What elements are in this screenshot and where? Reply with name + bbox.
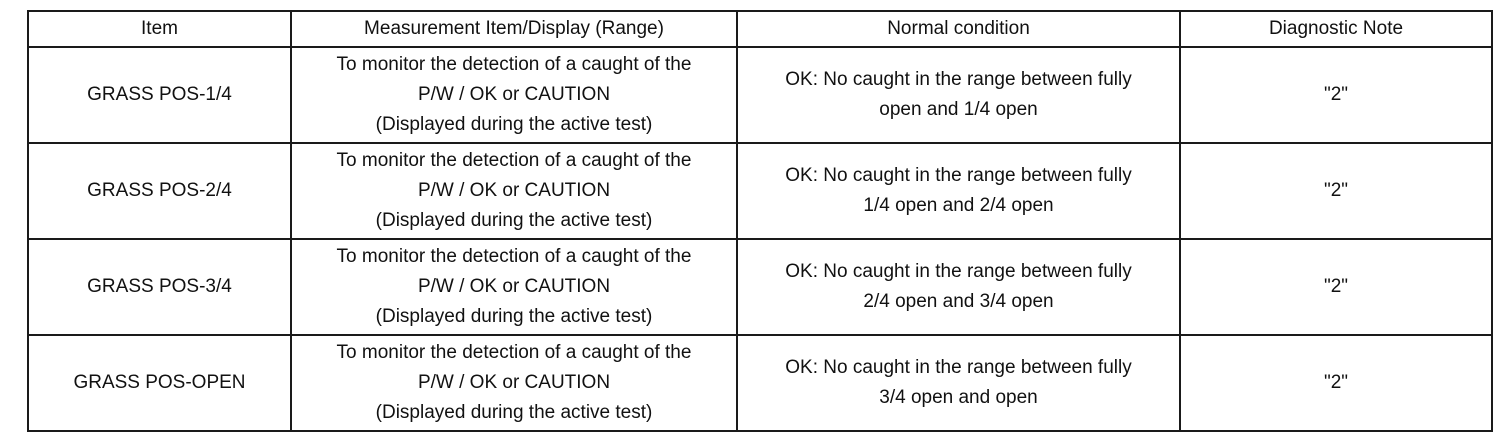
normal-line: OK: No caught in the range between fully xyxy=(785,357,1132,378)
normal-line: OK: No caught in the range between fully xyxy=(785,261,1132,282)
table-row xyxy=(28,239,1492,335)
item-cell: GRASS POS-2/4 xyxy=(28,143,291,239)
normal-condition-cell xyxy=(737,239,1180,335)
header-item: Item xyxy=(28,11,291,47)
measurement-line: (Displayed during the active test) xyxy=(375,402,653,423)
measurement-line: P/W / OK or CAUTION xyxy=(417,84,611,105)
item-cell: GRASS POS-OPEN xyxy=(28,335,291,431)
table-row xyxy=(28,143,1492,239)
measurement-line: To monitor the detection of a caught of the xyxy=(336,246,692,267)
measurement-line: To monitor the detection of a caught of the xyxy=(336,342,692,363)
table-row xyxy=(28,335,1492,431)
header-measurement: Measurement Item/Display (Range) xyxy=(291,11,737,47)
measurement-cell xyxy=(291,239,737,335)
measurement-line: To monitor the detection of a caught of the xyxy=(336,150,692,171)
diagnostic-table-container xyxy=(27,10,1491,432)
normal-line: OK: No caught in the range between fully xyxy=(785,69,1132,90)
normal-condition-cell xyxy=(737,47,1180,143)
normal-line: 1/4 open and 2/4 open xyxy=(863,195,1054,216)
measurement-line: P/W / OK or CAUTION xyxy=(417,276,611,297)
normal-line: 3/4 open and open xyxy=(879,387,1038,408)
item-cell: GRASS POS-3/4 xyxy=(28,239,291,335)
normal-line: open and 1/4 open xyxy=(879,99,1038,120)
header-row xyxy=(28,11,1492,47)
diagnostic-note-cell: "2" xyxy=(1180,239,1492,335)
diagnostic-note-cell: "2" xyxy=(1180,47,1492,143)
measurement-line: To monitor the detection of a caught of the xyxy=(336,54,692,75)
diagnostic-note-cell: "2" xyxy=(1180,335,1492,431)
measurement-cell xyxy=(291,335,737,431)
diagnostic-table xyxy=(27,10,1493,432)
header-diagnostic-note: Diagnostic Note xyxy=(1180,11,1492,47)
table-row xyxy=(28,47,1492,143)
measurement-cell xyxy=(291,47,737,143)
measurement-line: (Displayed during the active test) xyxy=(375,210,653,231)
normal-condition-cell xyxy=(737,143,1180,239)
normal-line: 2/4 open and 3/4 open xyxy=(863,291,1054,312)
measurement-line: P/W / OK or CAUTION xyxy=(417,180,611,201)
measurement-line: P/W / OK or CAUTION xyxy=(417,372,611,393)
measurement-cell xyxy=(291,143,737,239)
item-cell: GRASS POS-1/4 xyxy=(28,47,291,143)
normal-condition-cell xyxy=(737,335,1180,431)
normal-line: OK: No caught in the range between fully xyxy=(785,165,1132,186)
measurement-line: (Displayed during the active test) xyxy=(375,114,653,135)
measurement-line: (Displayed during the active test) xyxy=(375,306,653,327)
diagnostic-note-cell: "2" xyxy=(1180,143,1492,239)
header-normal-condition: Normal condition xyxy=(737,11,1180,47)
